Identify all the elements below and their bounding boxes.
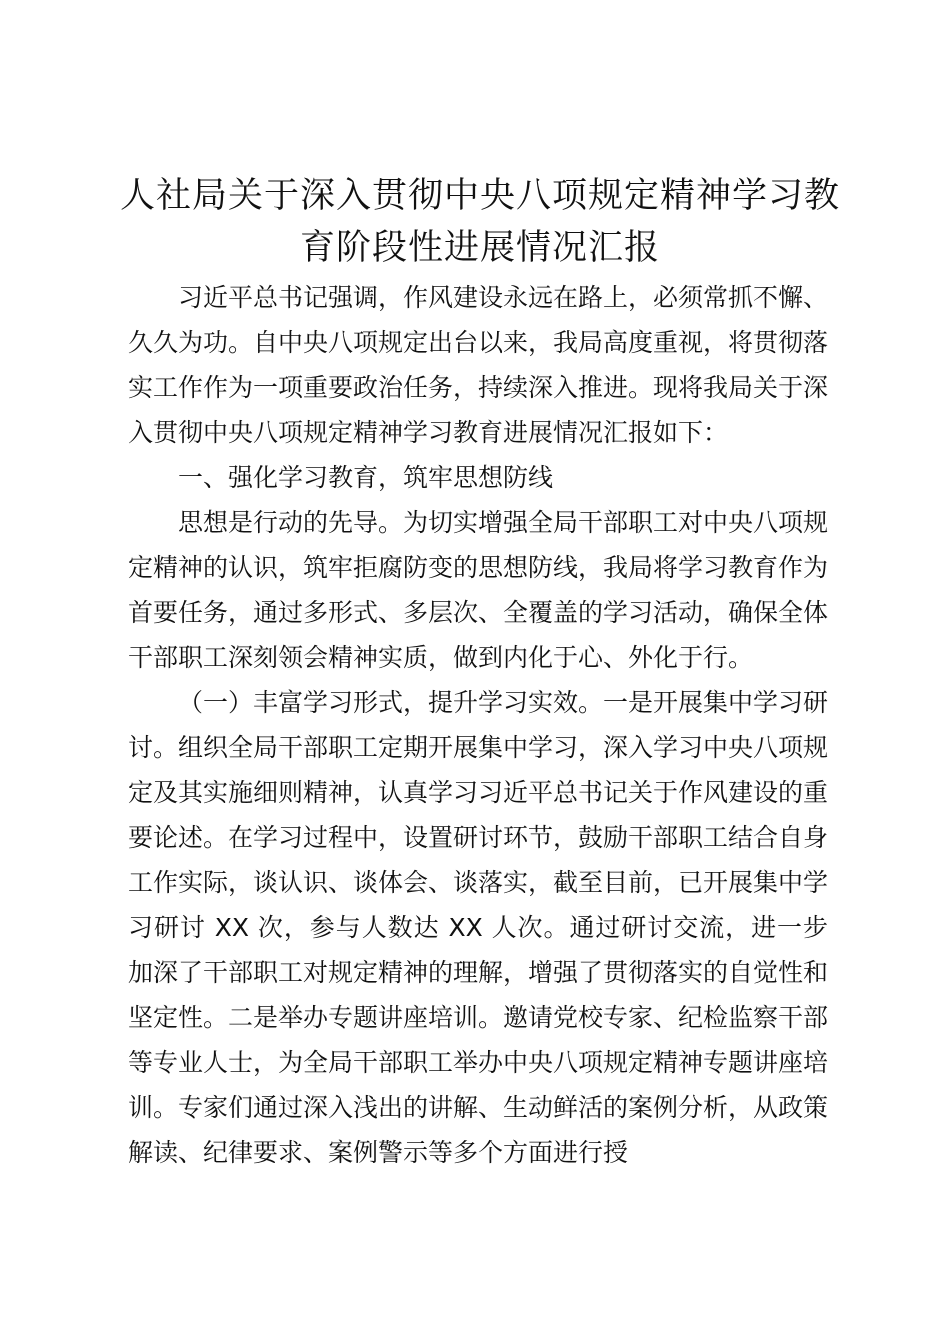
section-heading-1: 一、强化学习教育，筑牢思想防线 xyxy=(178,463,554,492)
document-body xyxy=(128,275,828,1175)
document-title: 人社局关于深入贯彻中央八项规定精神学习教育阶段性进展情况汇报 xyxy=(119,176,840,268)
paragraph-subsection-1: （一）丰富学习形式，提升学习实效。一是开展集中学习研讨。组织全局干部职工定期开展集中学习，深入学习中央八项规定及其实施细则精神，认真学习习近平总书记关于作风建设的重要论述。在学习过程中，设置研讨环节，鼓励干部职工结合自身工作实际，谈认识、谈体会、谈落实，截至目前，已开展集中学习研讨 XX 次，参与人数达 XX 人次。通过研讨交流，进一步加深了干部职工对规定精神的理解，增强了贯彻落实的自觉性和坚定性。二是举办专题讲座培训。邀请党校专家、纪检监察干部等专业人士，为全局干部职工举办中央八项规定精神专题讲座培训。专家们通过深入浅出的讲解、生动鲜活的案例分析，从政策解读、纪律要求、案例警示等多个方面进行授 xyxy=(128,688,829,1167)
paragraph-section-1: 思想是行动的先导。为切实增强全局干部职工对中央八项规定精神的认识，筑牢拒腐防变的思想防线，我局将学习教育作为首要任务，通过多形式、多层次、全覆盖的学习活动，确保全体干部职工深刻领会精神实质，做到内化于心、外化于行。 xyxy=(128,508,829,672)
paragraph-intro: 习近平总书记强调，作风建设永远在路上，必须常抓不懈、久久为功。自中央八项规定出台以来，我局高度重视，将贯彻落实工作作为一项重要政治任务，持续深入推进。现将我局关于深入贯彻中央八项规定精神学习教育进展情况汇报如下： xyxy=(128,283,829,447)
